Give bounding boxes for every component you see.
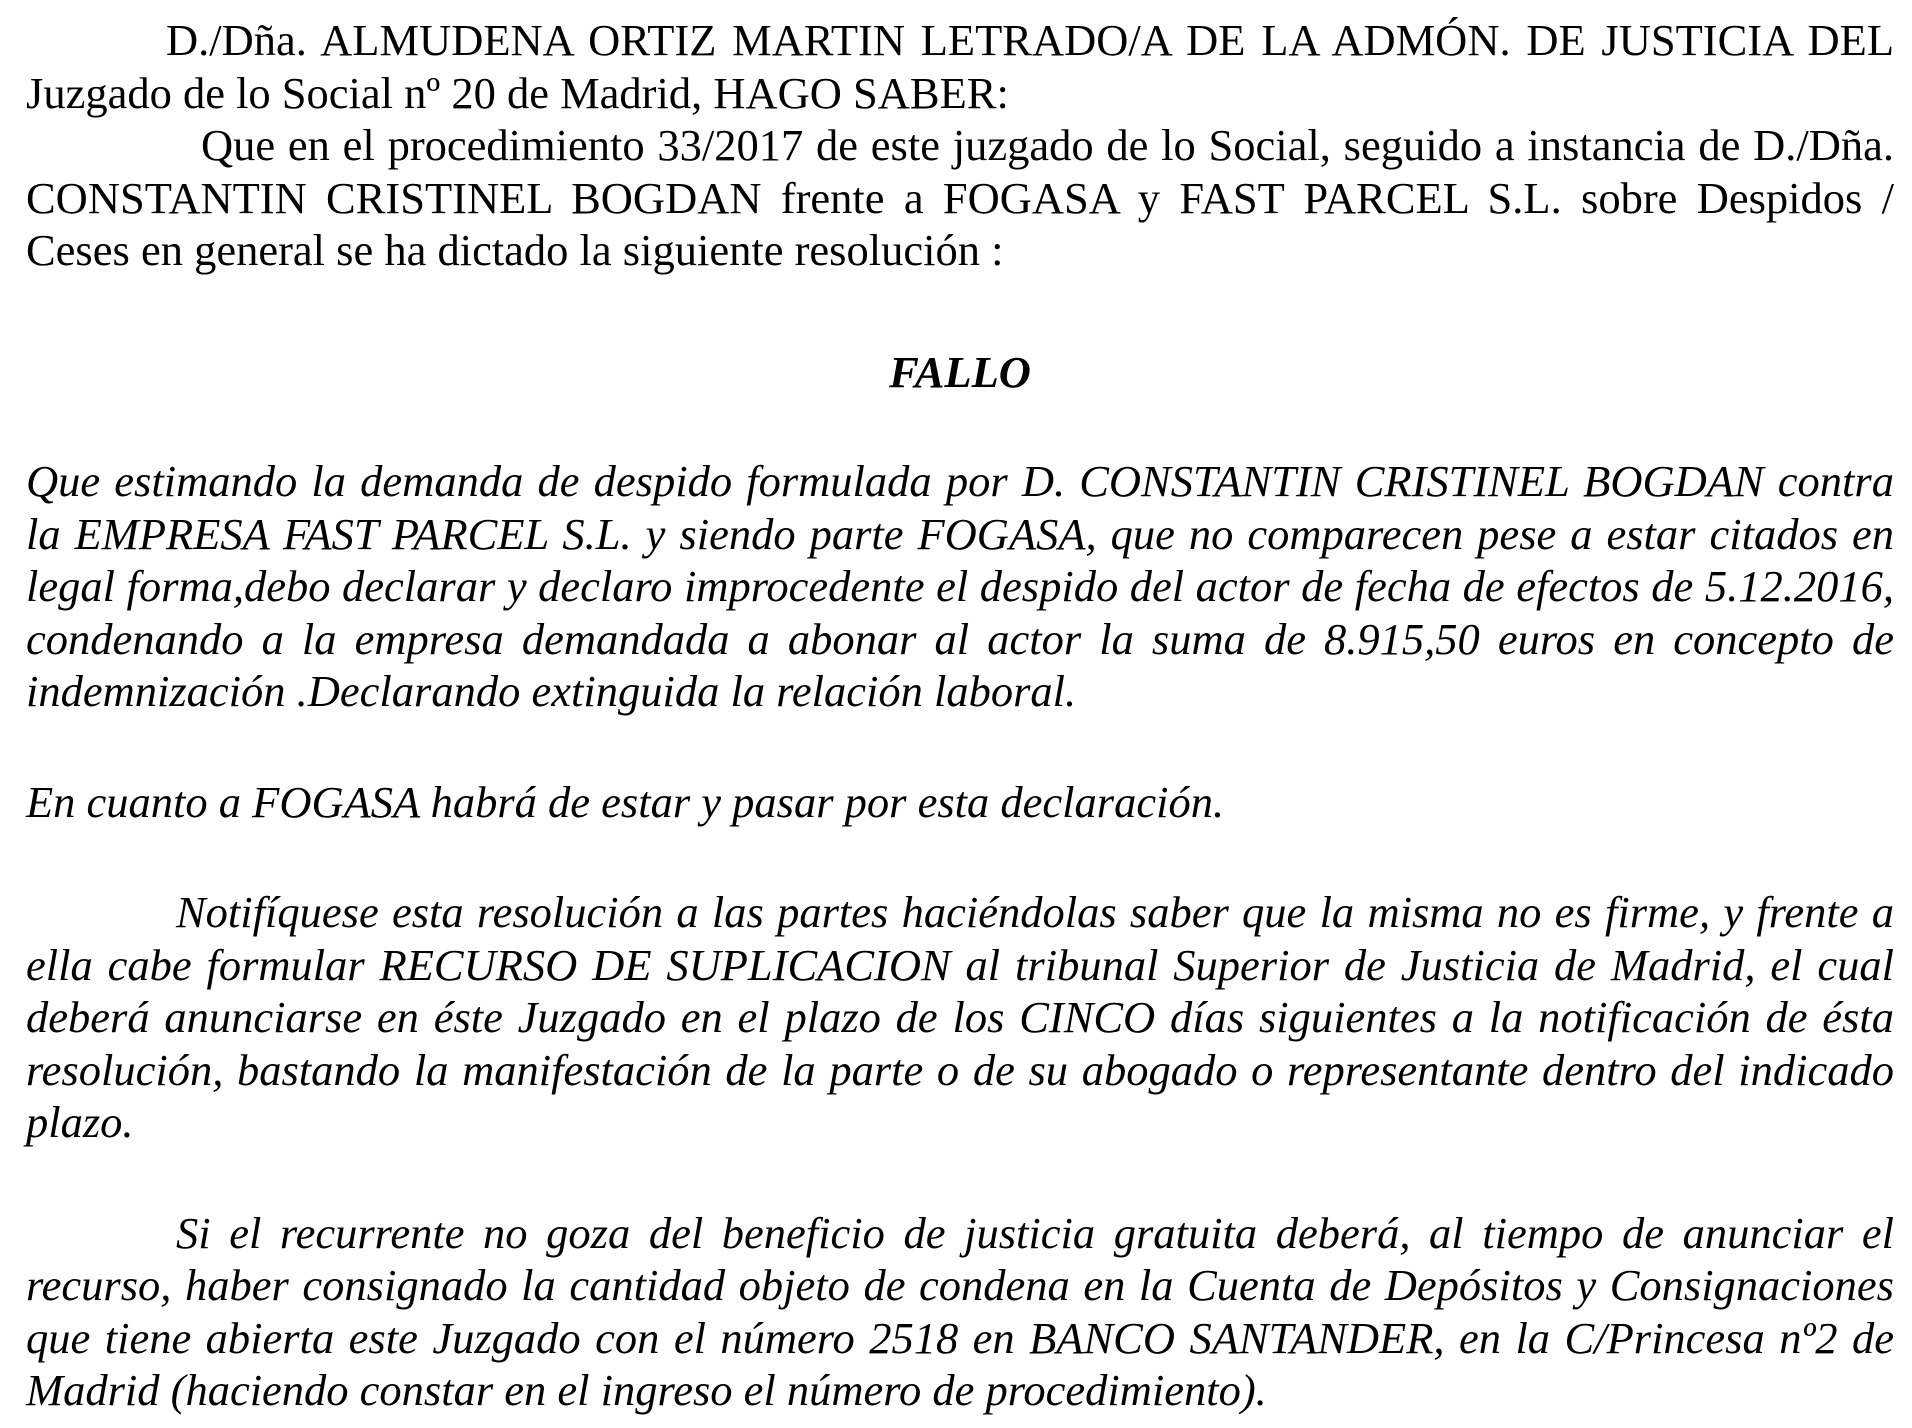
ruling-title: FALLO <box>889 346 1031 397</box>
spacer <box>26 718 1894 776</box>
spacer <box>26 398 1894 455</box>
spacer <box>26 828 1894 886</box>
header-notice: D./Dña. ALMUDENA ORTIZ MARTIN LETRADO/A DE LA ADMÓN. DE JUSTICIA DEL Juzgado de lo Social nº 20 de Madrid, HAGO SABER: <box>26 15 1894 118</box>
deposit-paragraph: Si el recurrente no goza del beneficio de justicia gratuita deberá, al tiempo de anunciar el recurso, haber consignado la cantidad objeto de condena en la Cuenta de Depósitos y Consignaciones que tiene abierta este Juzgado con el número 2518 en BANCO SANTANDER, en la C/Princesa nº2 de Madrid (haciendo constar en el ingreso el número de procedimiento). <box>26 1207 1894 1415</box>
document-page <box>26 14 1894 1417</box>
fogasa-paragraph: En cuanto a FOGASA habrá de estar y pasar por esta declaración. <box>26 776 1225 827</box>
spacer <box>26 1149 1894 1207</box>
ruling-paragraph: Que estimando la demanda de despido formulada por D. CONSTANTIN CRISTINEL BOGDAN contra la EMPRESA FAST PARCEL S.L. y siendo parte FOGASA, que no comparecen pese a estar citados en legal forma,debo declarar y declaro improcedente el despido del actor de fecha de efectos de 5.12.2016, condenando a la empresa demandada a abonar al actor la suma de 8.915,50 euros en concepto de indemnización .Declarando extinguida la relación laboral. <box>26 456 1894 716</box>
notification-paragraph: Notifíquese esta resolución a las partes haciéndolas saber que la misma no es firme, y frente a ella cabe formular RECURSO DE SUPLICACION al tribunal Superior de Justicia de Madrid, el cual deberá anunciarse en éste Juzgado en el plazo de los CINCO días siguientes a la notificación de ésta resolución, bastando la manifestación de la parte o de su abogado o representante dentro del indicado plazo. <box>26 887 1894 1147</box>
procedure-statement: Que en el procedimiento 33/2017 de este juzgado de lo Social, seguido a instancia de D./Dña. CONSTANTIN CRISTINEL BOGDAN frente a FOGASA y FAST PARCEL S.L. sobre Despidos / Ceses en general se ha dictado la siguiente resolución : <box>26 120 1894 275</box>
spacer <box>26 277 1894 346</box>
